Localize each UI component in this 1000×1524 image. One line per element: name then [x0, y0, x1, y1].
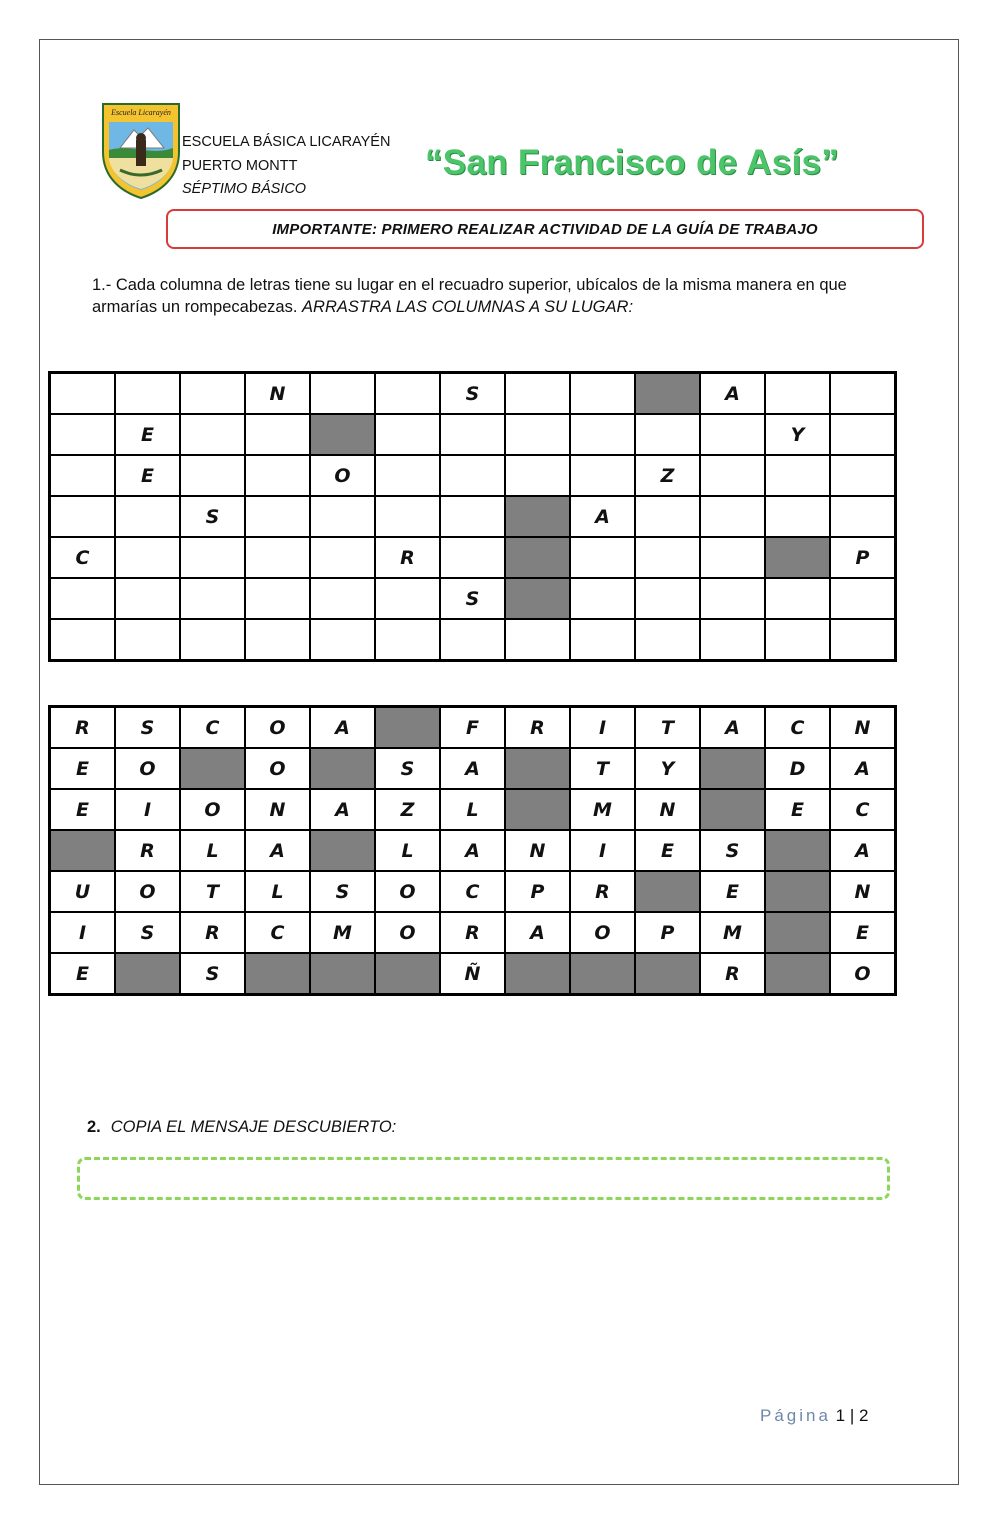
target-grid-cell [440, 619, 505, 661]
letter-grid-cell[interactable]: I [570, 707, 635, 749]
target-grid-cell [830, 578, 896, 619]
letter-grid-cell[interactable]: S [180, 953, 245, 995]
target-grid-cell [115, 496, 180, 537]
letter-grid-cell[interactable]: M [570, 789, 635, 830]
target-grid-cell [50, 496, 116, 537]
target-grid-cell [50, 373, 116, 415]
target-grid-cell [245, 619, 310, 661]
important-notice [166, 209, 924, 249]
letter-grid-cell[interactable]: O [570, 912, 635, 953]
target-grid-cell [700, 578, 765, 619]
letter-grid-cell[interactable]: I [115, 789, 180, 830]
letter-grid-cell[interactable]: T [570, 748, 635, 789]
target-grid-cell [310, 537, 375, 578]
letter-grid-cell[interactable]: E [700, 871, 765, 912]
target-grid-cell [245, 578, 310, 619]
target-grid-cell [765, 619, 830, 661]
target-grid-row [50, 619, 896, 661]
letter-grid-cell[interactable]: S [115, 707, 180, 749]
target-grid-cell [765, 373, 830, 415]
letter-grid-shaded-cell[interactable] [505, 748, 570, 789]
letter-grid-cell[interactable]: O [115, 871, 180, 912]
target-grid-cell: S [440, 373, 505, 415]
target-grid-cell: S [180, 496, 245, 537]
letter-grid-cell[interactable]: L [245, 871, 310, 912]
letter-grid-cell[interactable]: A [310, 707, 375, 749]
letter-columns-grid [48, 705, 897, 996]
letter-grid-shaded-cell[interactable] [635, 871, 700, 912]
target-grid-cell [700, 455, 765, 496]
letter-grid-cell[interactable]: A [245, 830, 310, 871]
instruction-text: 1.- Cada columna de letras tiene su lugar en el recuadro superior, ubícalos de la misma manera en que armarías un rompecabezas. [92, 276, 847, 316]
target-grid-cell [440, 496, 505, 537]
target-grid-cell [505, 455, 570, 496]
page-title: “San Francisco de Asís” [425, 143, 840, 182]
letter-grid-cell[interactable]: S [115, 912, 180, 953]
letter-grid-cell[interactable]: N [830, 707, 896, 749]
letter-grid-cell[interactable]: R [115, 830, 180, 871]
target-grid-cell: E [115, 414, 180, 455]
letter-grid-shaded-cell[interactable] [635, 953, 700, 995]
letter-grid-cell[interactable]: C [440, 871, 505, 912]
target-grid-shaded-cell [505, 537, 570, 578]
letter-grid-row [50, 912, 896, 953]
letter-grid-cell[interactable]: P [635, 912, 700, 953]
target-grid-cell: R [375, 537, 440, 578]
letter-grid-cell[interactable]: L [440, 789, 505, 830]
target-grid-cell [245, 496, 310, 537]
target-grid-cell [635, 537, 700, 578]
important-text: IMPORTANTE: PRIMERO REALIZAR ACTIVIDAD DE LA GUÍA DE TRABAJO [272, 220, 818, 238]
target-grid-cell [570, 414, 635, 455]
target-grid-cell [310, 373, 375, 415]
target-grid-cell [635, 414, 700, 455]
letter-grid-cell[interactable]: A [700, 707, 765, 749]
target-grid-shaded-cell [505, 496, 570, 537]
target-grid-cell [700, 537, 765, 578]
letter-grid-cell[interactable]: R [50, 707, 116, 749]
letter-grid-cell[interactable]: A [440, 830, 505, 871]
school-city: PUERTO MONTT [182, 157, 298, 174]
letter-grid-cell[interactable]: D [765, 748, 830, 789]
letter-grid-cell[interactable]: A [440, 748, 505, 789]
letter-grid-cell[interactable]: R [505, 707, 570, 749]
target-grid-cell [180, 537, 245, 578]
letter-grid-cell[interactable]: M [700, 912, 765, 953]
letter-grid-cell[interactable]: O [375, 912, 440, 953]
letter-grid-cell[interactable]: C [830, 789, 896, 830]
target-grid-cell [570, 619, 635, 661]
target-grid-cell: A [700, 373, 765, 415]
letter-grid-cell[interactable]: E [50, 789, 116, 830]
letter-grid-row [50, 871, 896, 912]
letter-grid-cell[interactable]: L [180, 830, 245, 871]
letter-grid-shaded-cell[interactable] [115, 953, 180, 995]
target-grid-cell [830, 496, 896, 537]
target-grid [48, 371, 897, 662]
letter-grid-row [50, 789, 896, 830]
letter-grid-row [50, 707, 896, 749]
letter-grid-shaded-cell[interactable] [765, 871, 830, 912]
letter-grid-shaded-cell[interactable] [245, 953, 310, 995]
target-grid-cell [700, 619, 765, 661]
target-grid-cell [180, 373, 245, 415]
letter-grid-row [50, 748, 896, 789]
letter-grid-cell[interactable]: R [700, 953, 765, 995]
letter-grid-cell[interactable]: F [440, 707, 505, 749]
letter-grid-cell[interactable]: R [180, 912, 245, 953]
letter-grid-cell[interactable]: P [505, 871, 570, 912]
target-grid-cell [180, 619, 245, 661]
target-grid-cell [440, 537, 505, 578]
target-grid-cell [245, 455, 310, 496]
letter-grid-cell[interactable]: E [50, 953, 116, 995]
target-grid-cell [115, 578, 180, 619]
letter-grid-cell[interactable]: S [375, 748, 440, 789]
target-grid-cell [180, 414, 245, 455]
target-grid-cell [765, 455, 830, 496]
letter-grid-shaded-cell[interactable] [375, 953, 440, 995]
target-grid-cell: E [115, 455, 180, 496]
letter-grid-cell[interactable]: C [765, 707, 830, 749]
target-grid-cell [50, 578, 116, 619]
target-grid-cell [310, 578, 375, 619]
letter-grid-shaded-cell[interactable] [310, 748, 375, 789]
target-grid-row [50, 496, 896, 537]
target-grid-cell [830, 414, 896, 455]
letter-grid-shaded-cell[interactable] [700, 748, 765, 789]
instruction-drag-text: ARRASTRA LAS COLUMNAS A SU LUGAR: [302, 298, 634, 316]
target-grid-cell [245, 537, 310, 578]
target-grid-cell [830, 619, 896, 661]
crest-text: Escuela Licarayén [111, 108, 171, 117]
target-grid-shaded-cell [310, 414, 375, 455]
letter-grid-shaded-cell[interactable] [50, 830, 116, 871]
letter-grid-shaded-cell[interactable] [765, 830, 830, 871]
letter-grid-cell[interactable]: N [830, 871, 896, 912]
letter-grid-shaded-cell[interactable] [180, 748, 245, 789]
letter-grid-cell[interactable]: N [635, 789, 700, 830]
letter-grid-cell[interactable]: A [830, 830, 896, 871]
target-grid-cell [375, 414, 440, 455]
target-grid-cell [440, 414, 505, 455]
letter-grid-cell[interactable]: M [310, 912, 375, 953]
target-grid-cell [700, 414, 765, 455]
letter-grid-cell[interactable]: O [375, 871, 440, 912]
target-grid-cell [310, 619, 375, 661]
target-grid-cell [635, 578, 700, 619]
letter-grid-cell[interactable]: A [310, 789, 375, 830]
target-grid-cell [375, 496, 440, 537]
target-grid-cell [180, 578, 245, 619]
letter-grid-cell[interactable]: C [180, 707, 245, 749]
target-grid-cell [50, 619, 116, 661]
target-grid-row [50, 455, 896, 496]
letter-grid-cell[interactable]: O [180, 789, 245, 830]
target-grid-cell [375, 619, 440, 661]
target-grid-cell [115, 537, 180, 578]
letter-grid-shaded-cell[interactable] [310, 953, 375, 995]
answer-box[interactable] [77, 1157, 890, 1200]
letter-grid-cell[interactable]: T [180, 871, 245, 912]
school-grade: SÉPTIMO BÁSICO [182, 181, 307, 197]
target-grid-cell [245, 414, 310, 455]
letter-grid-cell[interactable]: N [505, 830, 570, 871]
letter-grid-cell[interactable]: R [570, 871, 635, 912]
target-grid-cell: P [830, 537, 896, 578]
page-footer [760, 1406, 868, 1426]
target-grid-cell [180, 455, 245, 496]
letter-grid-cell[interactable]: I [50, 912, 116, 953]
letter-grid-shaded-cell[interactable] [375, 707, 440, 749]
letter-grid-cell[interactable]: Y [635, 748, 700, 789]
target-grid-cell: A [570, 496, 635, 537]
target-grid-cell [570, 537, 635, 578]
question-2-number: 2. [87, 1118, 101, 1136]
target-grid-cell [115, 373, 180, 415]
target-grid-row [50, 373, 896, 415]
letter-grid-cell[interactable]: O [830, 953, 896, 995]
letter-grid-cell[interactable]: Z [375, 789, 440, 830]
school-crest-logo [100, 100, 182, 200]
target-grid-cell: S [440, 578, 505, 619]
target-grid-cell [375, 578, 440, 619]
target-grid-shaded-cell [505, 578, 570, 619]
letter-grid-cell[interactable]: Ñ [440, 953, 505, 995]
target-grid-cell [635, 496, 700, 537]
target-grid-cell [830, 373, 896, 415]
letter-grid-cell[interactable]: E [830, 912, 896, 953]
target-grid-cell [505, 619, 570, 661]
target-grid-cell [830, 455, 896, 496]
letter-grid-cell[interactable]: S [310, 871, 375, 912]
target-grid-row [50, 414, 896, 455]
question-2-label: COPIA EL MENSAJE DESCUBIERTO: [110, 1118, 397, 1136]
letter-grid-shaded-cell[interactable] [765, 953, 830, 995]
target-grid-cell [765, 578, 830, 619]
letter-grid-shaded-cell[interactable] [505, 789, 570, 830]
target-grid-cell [50, 455, 116, 496]
target-grid-cell [50, 414, 116, 455]
instruction-1 [92, 274, 912, 318]
letter-grid-shaded-cell[interactable] [310, 830, 375, 871]
target-grid-cell [310, 496, 375, 537]
letter-grid-cell[interactable]: C [245, 912, 310, 953]
school-info [182, 131, 390, 202]
letter-grid-cell[interactable]: T [635, 707, 700, 749]
target-grid-cell [115, 619, 180, 661]
letter-grid-cell[interactable]: O [245, 707, 310, 749]
target-grid-cell [570, 373, 635, 415]
target-grid-cell: Y [765, 414, 830, 455]
letter-grid-row [50, 953, 896, 995]
target-grid-cell: N [245, 373, 310, 415]
letter-grid-cell[interactable]: E [765, 789, 830, 830]
target-grid-cell [570, 578, 635, 619]
letter-grid-cell[interactable]: L [375, 830, 440, 871]
letter-grid-cell[interactable]: O [245, 748, 310, 789]
letter-grid-cell[interactable]: E [635, 830, 700, 871]
target-grid-cell [440, 455, 505, 496]
target-grid-cell: O [310, 455, 375, 496]
target-grid-cell [700, 496, 765, 537]
target-grid-shaded-cell [765, 537, 830, 578]
target-grid-cell [635, 619, 700, 661]
target-grid-cell [765, 496, 830, 537]
target-grid-cell: C [50, 537, 116, 578]
target-grid-cell [375, 373, 440, 415]
letter-grid-cell[interactable]: N [245, 789, 310, 830]
school-name: ESCUELA BÁSICA LICARAYÉN [182, 134, 391, 150]
letter-grid-cell[interactable]: R [440, 912, 505, 953]
letter-grid-cell[interactable]: A [505, 912, 570, 953]
target-grid-cell [375, 455, 440, 496]
target-grid-cell [505, 373, 570, 415]
letter-grid-cell[interactable]: U [50, 871, 116, 912]
target-grid-cell [505, 414, 570, 455]
page-number: 1 | 2 [835, 1406, 869, 1425]
page-word: Página [760, 1406, 831, 1425]
target-grid-cell [570, 455, 635, 496]
letter-grid-shaded-cell[interactable] [570, 953, 635, 995]
letter-grid-shaded-cell[interactable] [505, 953, 570, 995]
letter-grid-cell[interactable]: S [700, 830, 765, 871]
letter-grid-shaded-cell[interactable] [700, 789, 765, 830]
letter-grid-cell[interactable]: I [570, 830, 635, 871]
letter-grid-cell[interactable]: A [830, 748, 896, 789]
letter-grid-cell[interactable]: O [115, 748, 180, 789]
letter-grid-shaded-cell[interactable] [765, 912, 830, 953]
target-grid-row [50, 537, 896, 578]
question-2 [87, 1118, 396, 1137]
letter-grid-row [50, 830, 896, 871]
target-grid-cell: Z [635, 455, 700, 496]
target-grid-shaded-cell [635, 373, 700, 415]
target-grid-row [50, 578, 896, 619]
letter-grid-cell[interactable]: E [50, 748, 116, 789]
